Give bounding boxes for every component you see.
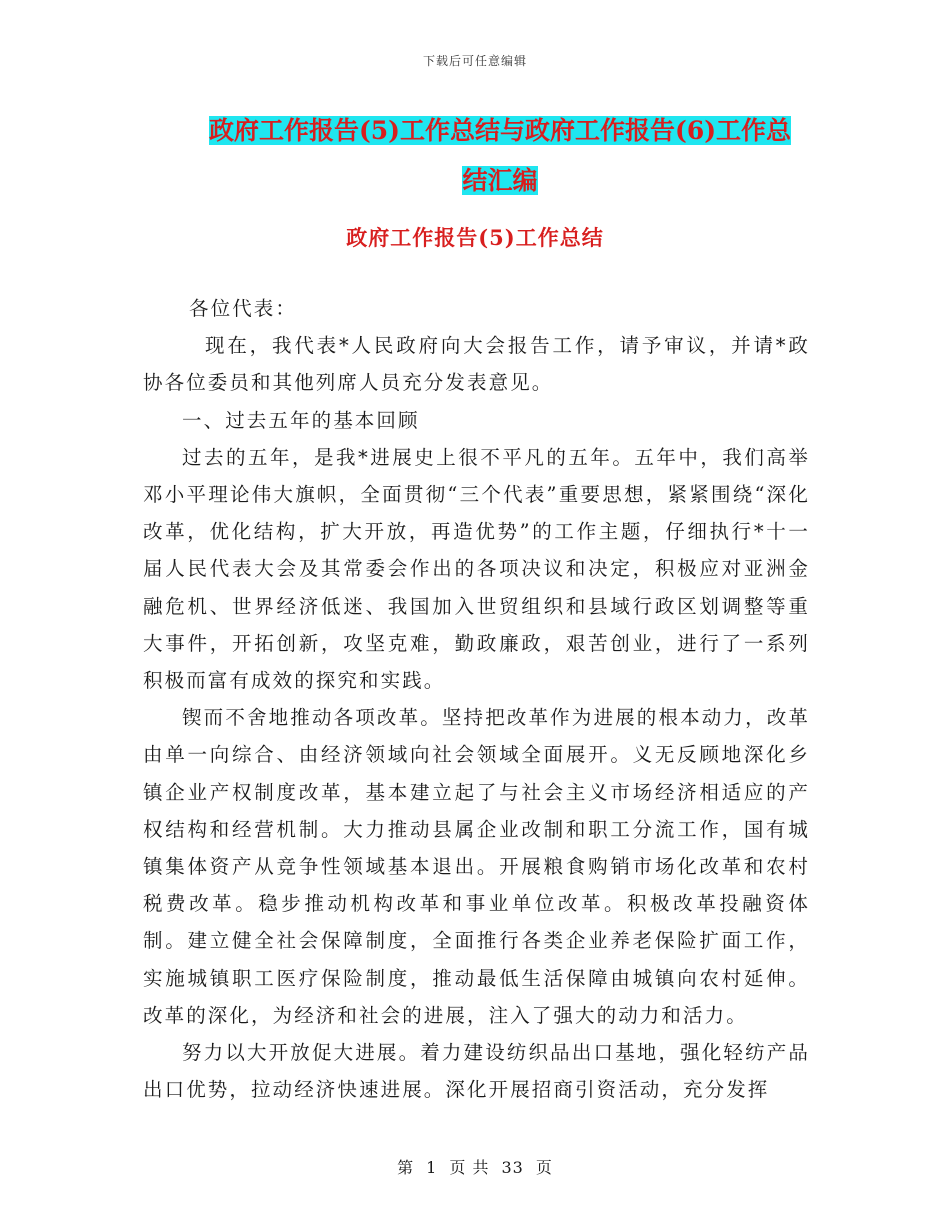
paragraph: 现在，我代表*人民政府向大会报告工作，请予审议，并请*政协各位委员和其他列席人员充分发表意见。	[143, 334, 810, 395]
total-pages: 33	[501, 1158, 524, 1177]
paragraph: 锲而不舍地推动各项改革。坚持把改革作为进展的根本动力，改革由单一向综合、由经济领域向社会领域全面展开。义无反顾地深化乡镇企业产权制度改革，基本建立起了与社会主义市场经济相适应的产权结构和经营机制。大力推动县属企业改制和职工分流工作，国有城镇集体资产从竞争性领域基本退出。开展粮食购销市场化改革和农村税费改革。稳步推动机构改革和事业单位改革。积极改革投融资体制。建立健全社会保障制度，全面推行各类企业养老保险扩面工作，实施城镇职工医疗保险制度，推动最低生活保障由城镇向农村延伸。改革的深化，为经济和社会的进展，注入了强大的动力和活力。	[143, 706, 810, 1027]
footer-suffix: 页	[535, 1158, 553, 1177]
paragraph-greeting: 各位代表：	[189, 297, 298, 320]
document-title	[150, 106, 850, 206]
body-text	[143, 290, 810, 1108]
footer-prefix: 第	[397, 1158, 415, 1177]
paragraph-heading: 一、过去五年的基本回顾	[182, 408, 420, 432]
page-number: 1	[426, 1158, 438, 1177]
footer-mid: 页 共	[449, 1158, 490, 1177]
header-note: 下载后可任意编辑	[422, 54, 527, 68]
document-title-line-2: 结汇编	[462, 166, 538, 195]
paragraph: 过去的五年，是我*进展史上很不平凡的五年。五年中，我们高举邓小平理论伟大旗帜，全面贯彻“三个代表”重要思想，紧紧围绕“深化改革，优化结构，扩大开放，再造优势”的工作主题，仔细执行*十一届人民代表大会及其常委会作出的各项决议和决定，积极应对亚洲金融危机、世界经济低迷、我国加入世贸组织和县域行政区划调整等重大事件，开拓创新，攻坚克难，勤政廉政，艰苦创业，进行了一系列积极而富有成效的探究和实践。	[143, 445, 810, 693]
paragraph: 努力以大开放促大进展。着力建设纺织品出口基地，强化轻纺产品出口优势，拉动经济快速进展。深化开展招商引资活动，充分发挥	[143, 1041, 810, 1102]
page-footer	[0, 1155, 950, 1178]
document-title-line-1: 政府工作报告(5)工作总结与政府工作报告(6)工作总	[208, 116, 792, 145]
section-title: 政府工作报告(5)工作总结	[346, 225, 604, 250]
